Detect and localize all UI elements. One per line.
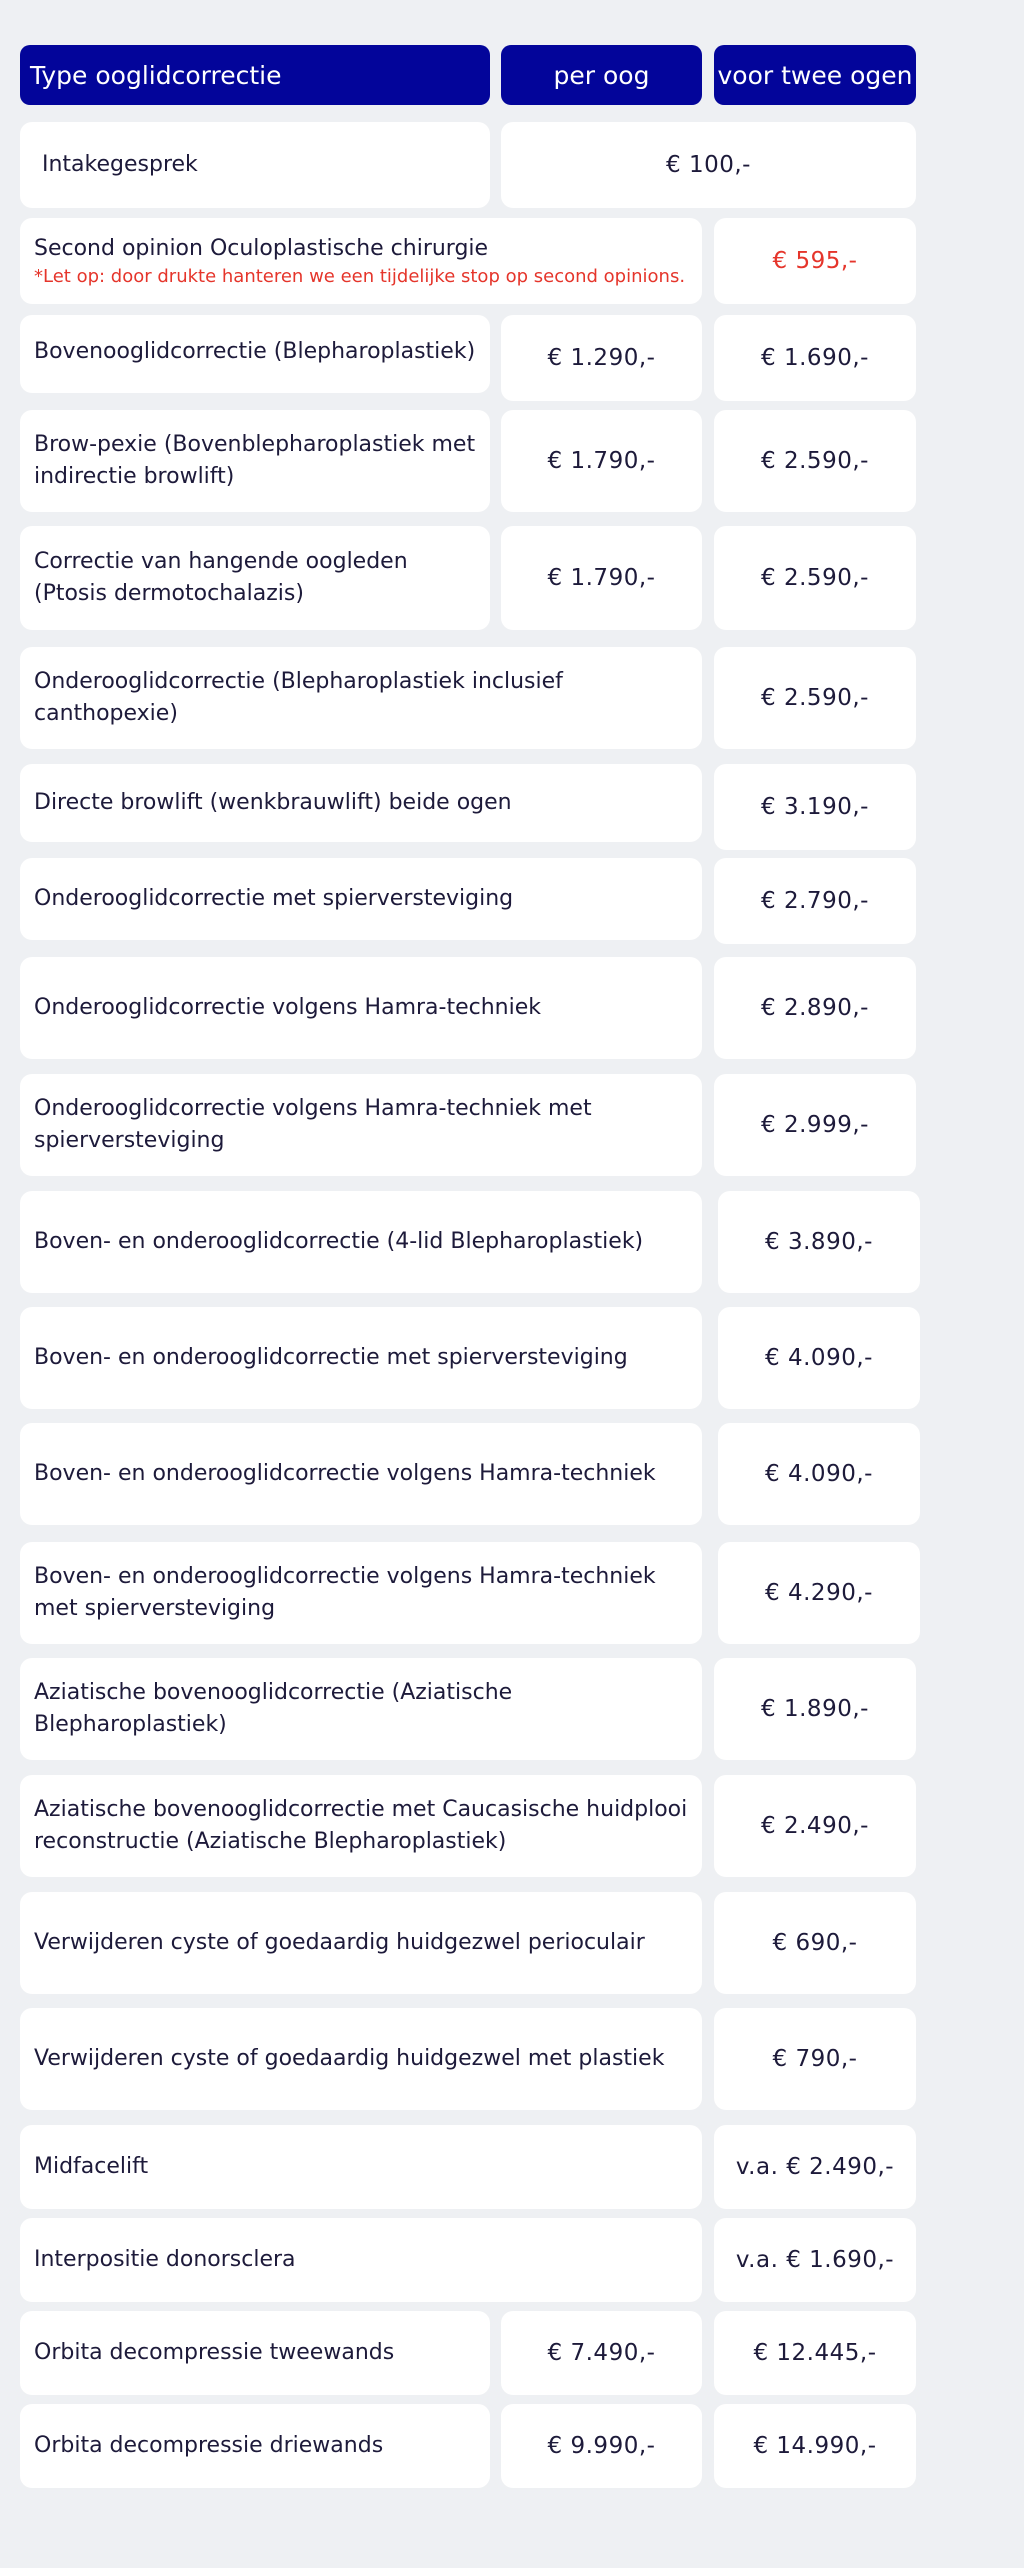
row-price-text: € 1.790,- — [547, 448, 656, 474]
row-label — [20, 1307, 702, 1409]
row-label — [20, 2311, 490, 2395]
row-label — [20, 1191, 702, 1293]
row-price-text: € 2.790,- — [761, 888, 869, 914]
row-label — [20, 1658, 702, 1760]
row-price — [501, 122, 916, 208]
row-label — [20, 1074, 702, 1176]
row-price-two-eyes — [714, 526, 916, 630]
row-price-per-eye — [501, 2404, 702, 2488]
row-price-per-eye — [501, 526, 702, 630]
row-price-two-eyes — [714, 1074, 916, 1176]
row-price-text: € 14.990,- — [753, 2433, 877, 2459]
row-price-text: € 1.290,- — [547, 345, 656, 371]
row-price-two-eyes — [714, 2125, 916, 2209]
row-label — [20, 2218, 702, 2302]
row-label-text: Second opinion Oculoplastische chirurgie — [34, 236, 489, 261]
row-label-text: Directe browlift (wenkbrauwlift) beide ogen — [34, 790, 512, 815]
row-label — [20, 647, 702, 749]
row-label — [20, 858, 702, 940]
row-price-text: € 1.690,- — [761, 345, 869, 371]
row-price-text: € 3.190,- — [761, 794, 869, 820]
row-price-per-eye — [501, 410, 702, 512]
row-price-two-eyes — [714, 858, 916, 944]
row-label — [20, 526, 490, 630]
row-price-two-eyes — [714, 764, 916, 850]
row-label-text: Orbita decompressie tweewands — [34, 2340, 395, 2365]
row-label-text: Verwijderen cyste of goedaardig huidgezwel perioculair — [34, 1930, 645, 1955]
row-price-text: € 1.790,- — [547, 565, 656, 591]
row-price-two-eyes — [714, 2404, 916, 2488]
row-label-text: Intakegesprek — [42, 152, 198, 177]
row-label-text: Aziatische bovenooglidcorrectie (Aziatische Blepharoplastiek) — [34, 1680, 513, 1737]
row-label-text: Interpositie donorsclera — [34, 2247, 296, 2272]
row-label — [20, 1423, 702, 1525]
row-price-text: € 4.290,- — [765, 1580, 873, 1606]
row-price-text: v.a. € 2.490,- — [735, 2154, 895, 2180]
row-label — [20, 1542, 702, 1644]
row-price-text: v.a. € 1.690,- — [735, 2247, 895, 2273]
row-price-two-eyes — [714, 647, 916, 749]
row-label — [20, 1892, 702, 1994]
row-price-per-eye — [501, 2311, 702, 2395]
row-price-two-eyes — [718, 1191, 920, 1293]
row-price-text: € 9.990,- — [547, 2433, 656, 2459]
row-label-text: Verwijderen cyste of goedaardig huidgezwel met plastiek — [34, 2046, 665, 2071]
row-label — [20, 2008, 702, 2110]
row-label-text: Boven- en onderooglidcorrectie volgens Hamra-techniek — [34, 1461, 656, 1486]
row-label-text: Correctie van hangende oogleden (Ptosis dermotochalazis) — [34, 549, 408, 606]
row-label — [20, 315, 490, 393]
row-label-text: Brow-pexie (Bovenblepharoplastiek met indirectie browlift) — [34, 432, 476, 489]
row-label-text: Boven- en onderooglidcorrectie volgens Hamra-techniek met spierversteviging — [34, 1564, 656, 1621]
row-price-text: € 2.590,- — [761, 448, 869, 474]
row-price-text: € 595,- — [772, 248, 858, 274]
row-price-text: € 7.490,- — [547, 2340, 656, 2366]
row-price-text: € 2.590,- — [761, 685, 869, 711]
row-label — [20, 2125, 702, 2209]
row-price-text: € 3.890,- — [765, 1229, 873, 1255]
row-price-two-eyes — [714, 1658, 916, 1760]
row-price-two-eyes — [718, 1307, 920, 1409]
row-label-text: Onderooglidcorrectie (Blepharoplastiek inclusief canthopexie) — [34, 669, 563, 726]
row-price-two-eyes — [714, 1892, 916, 1994]
row-label — [20, 957, 702, 1059]
row-price-per-eye — [501, 315, 702, 401]
row-label — [20, 1775, 702, 1877]
row-price-two-eyes — [714, 410, 916, 512]
row-price-two-eyes — [714, 957, 916, 1059]
row-price-text: € 100,- — [666, 152, 751, 178]
row-price-text: € 4.090,- — [765, 1345, 873, 1371]
row-price — [714, 218, 916, 304]
row-label-text: Aziatische bovenooglidcorrectie met Caucasische huidplooi reconstructie (Aziatische Blepharoplastiek) — [34, 1797, 688, 1854]
row-label — [20, 410, 490, 512]
row-label — [20, 2404, 490, 2488]
row-price-two-eyes — [714, 1775, 916, 1877]
row-price-two-eyes — [718, 1423, 920, 1525]
row-price-text: € 4.090,- — [765, 1461, 873, 1487]
row-label-text: Onderooglidcorrectie volgens Hamra-techniek met spierversteviging — [34, 1096, 592, 1153]
header-per-eye — [501, 45, 702, 105]
row-price-text: € 2.590,- — [761, 565, 869, 591]
header-type — [20, 45, 490, 105]
row-price-text: € 690,- — [772, 1930, 858, 1956]
header-per-eye-label: per oog — [553, 60, 650, 90]
row-price-two-eyes — [718, 1542, 920, 1644]
row-label-text: Boven- en onderooglidcorrectie met spierversteviging — [34, 1345, 628, 1370]
row-price-two-eyes — [714, 2008, 916, 2110]
row-note: *Let op: door drukte hanteren we een tijdelijke stop op second opinions. — [34, 266, 686, 287]
row-label — [20, 218, 702, 304]
row-label-text: Orbita decompressie driewands — [34, 2433, 384, 2458]
row-label — [20, 764, 702, 842]
row-price-two-eyes — [714, 2218, 916, 2302]
row-price-text: € 1.890,- — [761, 1696, 869, 1722]
row-price-text: € 2.999,- — [761, 1112, 869, 1138]
row-label — [20, 122, 490, 208]
row-label-text: Midfacelift — [34, 2154, 149, 2179]
row-label-text: Bovenooglidcorrectie (Blepharoplastiek) — [34, 339, 476, 364]
row-label-text: Onderooglidcorrectie volgens Hamra-techniek — [34, 995, 542, 1020]
header-two-eyes-label: voor twee ogen — [717, 60, 913, 90]
header-type-label: Type ooglidcorrectie — [30, 60, 282, 90]
row-price-text: € 2.890,- — [761, 995, 869, 1021]
row-price-two-eyes — [714, 2311, 916, 2395]
row-label-text: Boven- en onderooglidcorrectie (4-lid Blepharoplastiek) — [34, 1229, 644, 1254]
row-price-two-eyes — [714, 315, 916, 401]
row-price-text: € 12.445,- — [753, 2340, 877, 2366]
row-label-text: Onderooglidcorrectie met spierversteviging — [34, 886, 514, 911]
row-price-text: € 2.490,- — [761, 1813, 869, 1839]
row-price-text: € 790,- — [772, 2046, 858, 2072]
header-two-eyes — [714, 45, 916, 105]
